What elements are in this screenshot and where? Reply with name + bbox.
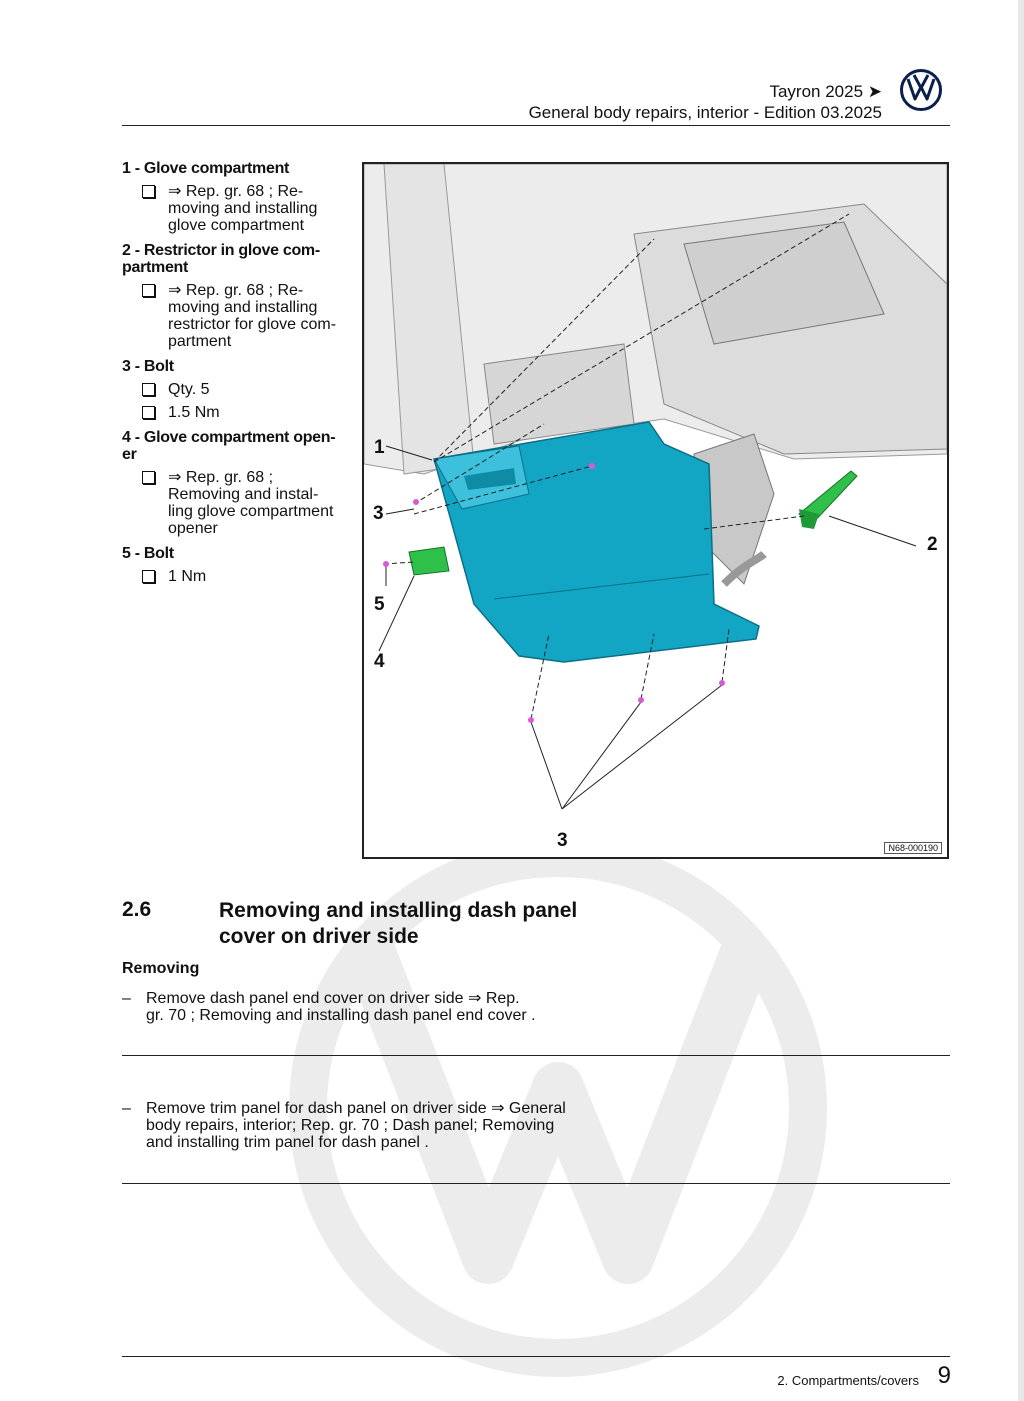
- legend-sub-text: Qty. 5: [168, 381, 210, 398]
- step-item: [122, 1100, 622, 1151]
- callout-5: 5: [374, 594, 385, 615]
- legend-title: 1 - Glove compartment: [122, 160, 290, 177]
- legend-title: 3 - Bolt: [122, 358, 174, 375]
- step-text: Remove trim panel for dash panel on driver side ⇒ General body repairs, interior; Rep. gr. 70 ; Dash panel; Removing and installing trim panel for dash panel .: [146, 1100, 566, 1151]
- callout-1: 1: [374, 437, 385, 458]
- vw-logo-icon: [899, 68, 943, 112]
- checkbox-icon: [142, 383, 155, 396]
- header-title: Tayron 2025 ➤: [769, 82, 882, 101]
- legend-title: 4 - Glove compartment open- er: [122, 429, 336, 463]
- legend-sub-text: 1 Nm: [168, 568, 207, 585]
- exploded-view-figure: [362, 162, 949, 859]
- legend-list: [122, 160, 357, 593]
- step-dash: –: [122, 990, 131, 1007]
- checkbox-icon: [142, 406, 155, 419]
- page-edge: [1018, 0, 1024, 1401]
- legend-item: [122, 242, 357, 350]
- figure-code: N68-000190: [884, 842, 942, 854]
- step-item: [122, 990, 622, 1024]
- legend-title: 2 - Restrictor in glove com- partment: [122, 242, 320, 276]
- header-rule: [122, 125, 950, 126]
- glove-compartment-illustration: [364, 164, 947, 857]
- legend-sub-text: ⇒ Rep. gr. 68 ; Re- moving and installing glove compartment: [168, 183, 318, 234]
- callout-3-upper: 3: [373, 503, 384, 524]
- checkbox-icon: [142, 284, 155, 297]
- step-text: Remove dash panel end cover on driver side ⇒ Rep. gr. 70 ; Removing and installing dash panel end cover .: [146, 990, 536, 1024]
- footer-rule: [122, 1356, 950, 1357]
- callout-4: 4: [374, 651, 385, 672]
- checkbox-icon: [142, 570, 155, 583]
- legend-item: [122, 429, 357, 537]
- step-rule: [122, 1055, 950, 1056]
- header-subtitle: General body repairs, interior - Edition 03.2025: [528, 103, 882, 122]
- sub-heading: Removing: [122, 960, 200, 977]
- legend-sub-text: 1.5 Nm: [168, 404, 220, 421]
- checkbox-icon: [142, 185, 155, 198]
- legend-sub-text: ⇒ Rep. gr. 68 ; Removing and instal- ling glove compartment opener: [168, 469, 334, 537]
- step-rule: [122, 1183, 950, 1184]
- callout-2: 2: [927, 534, 938, 555]
- checkbox-icon: [142, 471, 155, 484]
- legend-item: [122, 160, 357, 234]
- legend-sub-text: ⇒ Rep. gr. 68 ; Re- moving and installing restrictor for glove com- partment: [168, 282, 337, 350]
- section-title: Removing and installing dash panel cover on driver side: [219, 899, 578, 948]
- page-number: 9: [937, 1362, 951, 1389]
- callout-3-lower: 3: [557, 830, 568, 851]
- legend-title: 5 - Bolt: [122, 545, 174, 562]
- section-number: 2.6: [122, 898, 152, 921]
- legend-item: [122, 545, 357, 585]
- footer-chapter: 2. Compartments/covers: [777, 1373, 919, 1388]
- legend-item: [122, 358, 357, 421]
- step-dash: –: [122, 1100, 131, 1117]
